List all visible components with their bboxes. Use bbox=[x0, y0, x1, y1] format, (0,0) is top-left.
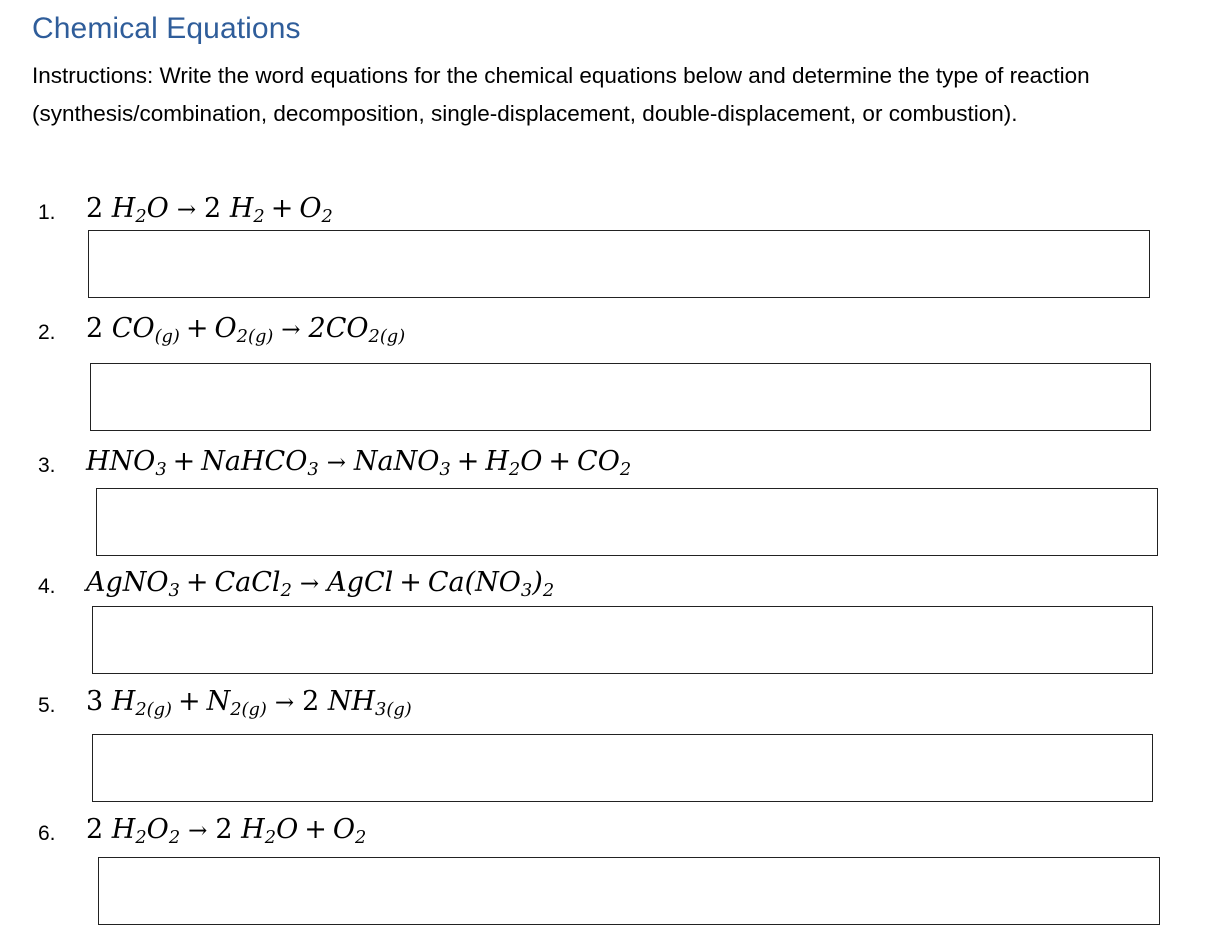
question-number: 1. bbox=[38, 201, 56, 224]
chemical-equation: 2 $H_2O \to 2$ $H_2 + O_2$ bbox=[86, 193, 333, 227]
answer-box-2[interactable] bbox=[90, 363, 1151, 431]
chemical-equation: 3 $H_{2(g)} + N_{2(g)} \to 2$ $NH_{3(g)}$ bbox=[86, 686, 412, 720]
instructions-text: Instructions: Write the word equations for the chemical equations below and determine the type of reaction (synthesis/combination, decomposition, single-displacement, double-displacement, or combustion). bbox=[32, 63, 1090, 126]
answer-box-6[interactable] bbox=[98, 857, 1160, 925]
chemical-equation: AgNO$_3$ + CaCl$_2$ → AgCl + $Ca(NO_3)_2$ bbox=[86, 567, 555, 601]
question-number: 3. bbox=[38, 454, 56, 477]
question-2 bbox=[0, 313, 1222, 353]
question-3 bbox=[0, 446, 1222, 486]
question-5 bbox=[0, 686, 1222, 726]
answer-box-5[interactable] bbox=[92, 734, 1153, 802]
question-number: 2. bbox=[38, 321, 56, 344]
question-number: 4. bbox=[38, 575, 56, 598]
question-1 bbox=[0, 193, 1222, 233]
answer-box-4[interactable] bbox=[92, 606, 1153, 674]
question-4 bbox=[0, 567, 1222, 607]
page-title: Chemical Equations bbox=[32, 12, 301, 45]
answer-box-1[interactable] bbox=[88, 230, 1150, 298]
answer-box-3[interactable] bbox=[96, 488, 1158, 556]
question-number: 6. bbox=[38, 822, 56, 845]
chemical-equation: $HNO_3$ + NaHCO$_3$ → NaNO$_3$ + $H_2O + CO_2$ bbox=[86, 446, 632, 480]
chemical-equation: 2 $H_2O_2 \to 2$ $H_2O + O_2$ bbox=[86, 814, 367, 848]
chemical-equation: 2 $CO_{(g)} + O_{2(g)} \to 2CO_{2(g)}$ bbox=[86, 313, 406, 347]
question-6 bbox=[0, 814, 1222, 854]
question-number: 5. bbox=[38, 694, 56, 717]
